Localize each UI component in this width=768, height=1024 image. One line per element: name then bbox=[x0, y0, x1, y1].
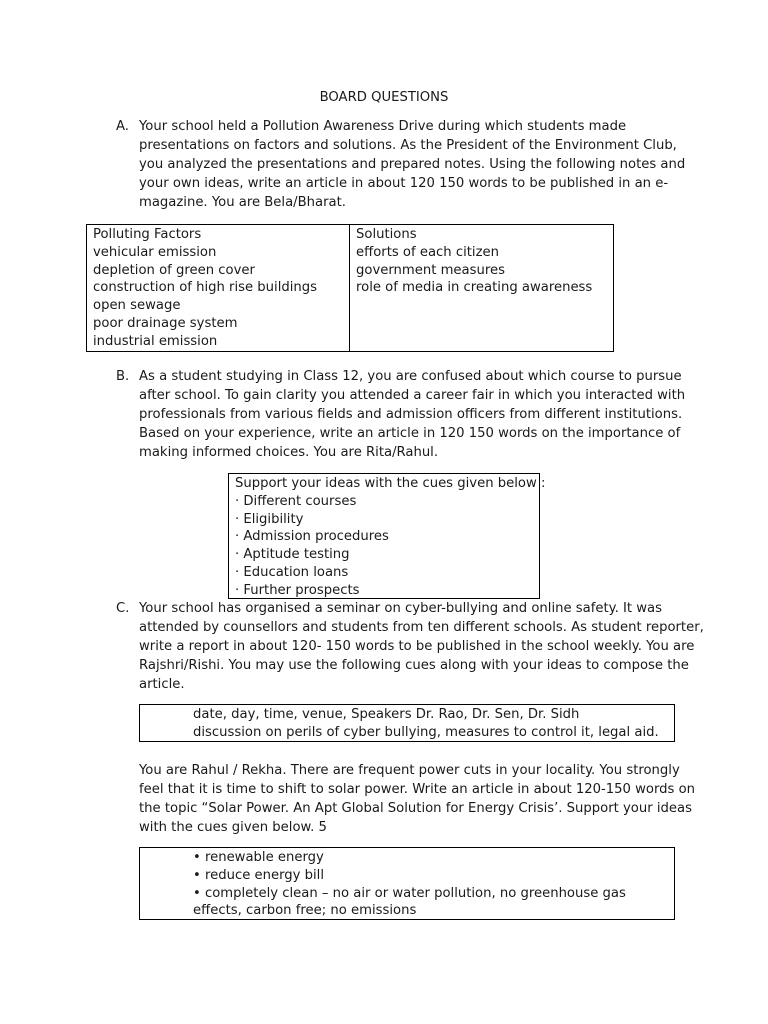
seminar-cues-box bbox=[139, 704, 675, 742]
table-cell: open sewage bbox=[93, 298, 181, 314]
question-b-line: Based on your experience, write an article in 120 150 words on the importance of bbox=[139, 426, 681, 441]
question-a-line: magazine. You are Bela/Bharat. bbox=[139, 195, 346, 210]
career-cues-box bbox=[228, 473, 546, 599]
question-d-line: the topic “Solar Power. An Apt Global Solution for Energy Crisis’. Support your ideas bbox=[139, 801, 692, 816]
question-c-line: Your school has organised a seminar on cyber-bullying and online safety. It was bbox=[139, 601, 662, 616]
polluting-factors-column bbox=[87, 225, 350, 351]
table-cell: role of media in creating awareness bbox=[356, 280, 593, 296]
cue-item: • reduce energy bill bbox=[193, 867, 325, 883]
page-title: BOARD QUESTIONS bbox=[319, 90, 449, 105]
cue-item: · Different courses bbox=[235, 493, 357, 509]
cue-item: · Aptitude testing bbox=[235, 547, 350, 563]
career-cues-list bbox=[229, 474, 546, 598]
question-a-label: A. bbox=[116, 119, 129, 134]
table-cell: vehicular emission bbox=[93, 244, 217, 260]
question-d-text bbox=[139, 761, 696, 837]
table-cell: industrial emission bbox=[93, 333, 218, 349]
solar-cues-list bbox=[193, 848, 674, 919]
question-b-line: professionals from various fields and admission officers from different institutions. bbox=[139, 407, 683, 422]
cue-item: Support your ideas with the cues given below : bbox=[235, 476, 546, 491]
seminar-cues-list bbox=[193, 705, 674, 741]
table-cell: efforts of each citizen bbox=[356, 244, 499, 260]
pollution-notes-table bbox=[86, 224, 614, 352]
question-a-line: presentations on factors and solutions. As the President of the Environment Club, bbox=[139, 138, 677, 153]
table-cell: poor drainage system bbox=[93, 315, 238, 331]
question-c-line: Rajshri/Rishi. You may use the following cues along with your ideas to compose the bbox=[139, 658, 689, 673]
question-b-line: making informed choices. You are Rita/Rahul. bbox=[139, 445, 439, 460]
question-c-line: attended by counsellors and students from ten different schools. As student reporter, bbox=[139, 620, 704, 635]
question-a-line: you analyzed the presentations and prepared notes. Using the following notes and bbox=[139, 157, 686, 172]
table-cell: Solutions bbox=[356, 227, 417, 242]
solutions-column bbox=[350, 225, 613, 351]
question-c-text bbox=[139, 599, 704, 694]
question-c-label: C. bbox=[116, 601, 130, 616]
table-cell: construction of high rise buildings bbox=[93, 280, 318, 296]
cue-item: effects, carbon free; no emissions bbox=[193, 903, 417, 919]
cue-item: • completely clean – no air or water pollution, no greenhouse gas bbox=[193, 885, 626, 901]
question-b-line: after school. To gain clarity you attended a career fair in which you interacted with bbox=[139, 388, 686, 403]
cue-item: · Eligibility bbox=[235, 511, 304, 527]
table-cell: Polluting Factors bbox=[93, 227, 202, 242]
table-cell: government measures bbox=[356, 262, 505, 278]
question-c-line: write a report in about 120- 150 words to be published in the school weekly. You are bbox=[139, 639, 695, 654]
cue-item: date, day, time, venue, Speakers Dr. Rao, Dr. Sen, Dr. Sidh bbox=[193, 707, 580, 722]
solar-cues-box bbox=[139, 847, 675, 920]
cue-item: · Admission procedures bbox=[235, 529, 389, 545]
cue-item: · Further prospects bbox=[235, 582, 360, 598]
question-a-line: Your school held a Pollution Awareness Drive during which students made bbox=[139, 119, 627, 134]
question-c-line: article. bbox=[139, 677, 185, 692]
question-b-text bbox=[139, 367, 686, 462]
question-a-line: your own ideas, write an article in about 120 150 words to be published in an e- bbox=[139, 176, 669, 191]
question-b-line: As a student studying in Class 12, you are confused about which course to pursue bbox=[139, 369, 682, 384]
cue-item: discussion on perils of cyber bullying, measures to control it, legal aid. bbox=[193, 724, 659, 740]
question-a-text bbox=[139, 117, 686, 212]
question-b-label: B. bbox=[116, 369, 130, 384]
question-d-line: feel that it is time to shift to solar power. Write an article in about 120-150 words on bbox=[139, 782, 696, 797]
cue-item: · Education loans bbox=[235, 564, 349, 580]
cue-item: • renewable energy bbox=[193, 850, 324, 865]
question-d-line: with the cues given below. 5 bbox=[139, 820, 327, 835]
table-cell: depletion of green cover bbox=[93, 262, 255, 278]
question-d-line: You are Rahul / Rekha. There are frequent power cuts in your locality. You strongly bbox=[139, 763, 680, 778]
